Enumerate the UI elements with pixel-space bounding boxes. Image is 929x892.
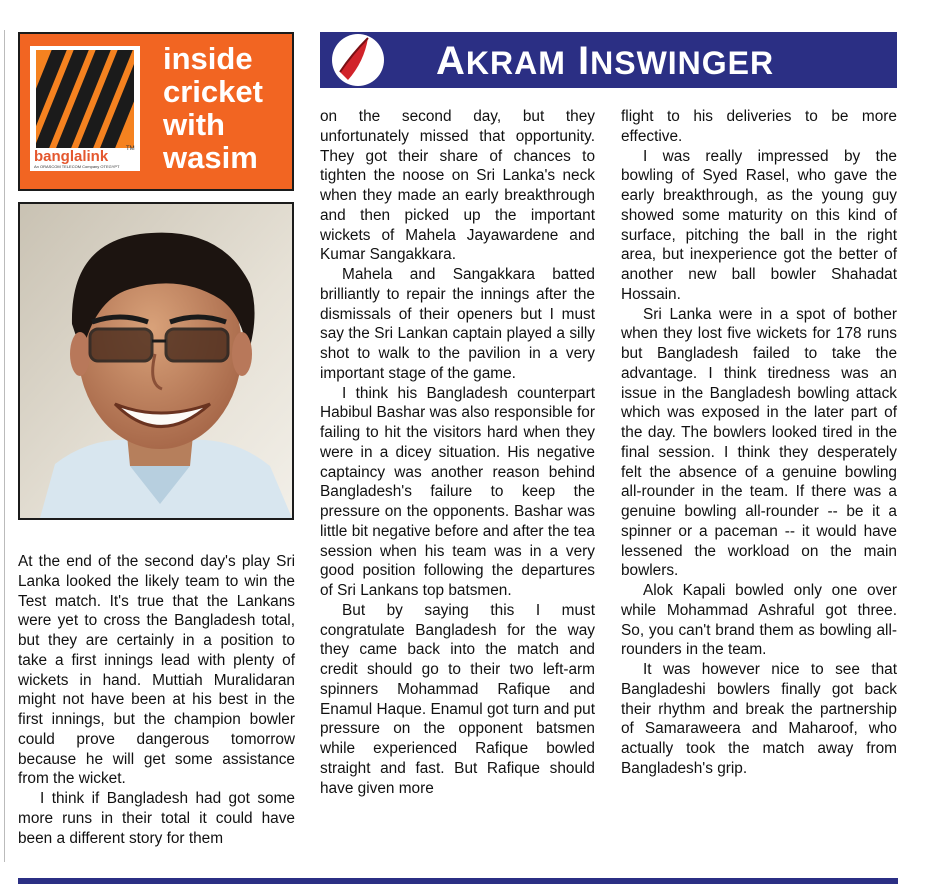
column-title xyxy=(436,39,774,84)
article-paragraph: It was however nice to see that Bangladeshi bowlers finally got back their rhythm and break the partnership of Samaraweera and Maharoof, who actually took the match away from Bangladesh's grip. xyxy=(621,661,897,777)
article-paragraph: At the end of the second day's play Sri Lanka looked the likely team to win the Test match. It's true that the Lankans were yet to cross the Bangladesh total, but they are certainly in a position to take a first innings lead with plenty of wickets in hand. Muttiah Muralidaran might not have been at his best in the first innings, but the champion bowler could prove dangerous tomorrow because he will get some assistance from the wicket. xyxy=(18,553,295,788)
article-paragraph: I was really impressed by the bowling of Syed Rasel, who gave the early breakthrough, as the young guy showed some maturity on this kind of surface, pitching the ball in the right area, but inexperience got the better of another new ball bowler Shahadat Hossain. xyxy=(621,147,897,303)
sponsor-tagline: An ORASCOM TELECOM Company OTEGYPT xyxy=(34,164,120,169)
article-paragraph: flight to his deliveries to be more effective. xyxy=(621,108,897,145)
article-paragraph: I think if Bangladesh had got some more runs in their total it could have been a different story for them xyxy=(18,790,295,847)
article-paragraph: I think his Bangladesh counterpart Habibul Bashar was also responsible for failing to hit the visitors hard when they were in a dicey situation. His negative captaincy was another reason behind Bangladesh's failure to keep the pressure on the opponents. Bashar was little bit negative before and after the tea session when his team was in a very good position following the departures of Sri Lankans top batsmen. xyxy=(320,384,595,599)
series-title-line: inside xyxy=(163,41,253,76)
article-paragraph: Sri Lanka were in a spot of bother when they lost five wickets for 178 runs but Bangladesh failed to take the advantage. I think tiredness was an issue in the Bangladesh bowling attack which was exposed in the later part of the day. The bowlers looked tired in the final session. I think they desperately felt the absence of a genuine bowling all-rounder in the team. If there was a genuine bowling all-rounder -- be it a spinner or a paceman -- it would have lessened the workload on the main bowlers. xyxy=(621,305,897,580)
article-column-1 xyxy=(18,552,295,848)
column-rule xyxy=(4,30,5,862)
column-header xyxy=(320,32,897,88)
article-paragraph: on the second day, but they unfortunately missed that opportunity. They got their share of chances to tighten the noose on Sri Lanka's neck when they made an early breakthrough and then picked up the important wickets of Mahela Jayawardene and Kumar Sangakkara. xyxy=(320,108,595,264)
article-paragraph: Mahela and Sangakkara batted brilliantly to repair the innings after the dismissals of their openers but I must say the Sri Lankan captain played a silly shot to walk to the pavilion in a very important stage of the game. xyxy=(320,266,595,382)
column-series-title xyxy=(163,42,263,174)
title-rest: KRAM xyxy=(465,45,566,81)
sponsor-banner xyxy=(18,32,294,191)
article-paragraph: But by saying this I must congratulate Bangladesh for the way they came back into the match and credit should go to their two left-arm spinners Mohammad Rafique and Enamul Haque. Enamul got turn and put pressure on the opponent batsmen while experienced Rafique bowled straight and fast. But Rafique should have given more xyxy=(320,601,595,797)
title-initial: A xyxy=(436,39,466,83)
article-paragraph: Alok Kapali bowled only one over while Mohammad Ashraful got three. So, you can't brand them as bowling all-rounders in the team. xyxy=(621,582,897,659)
article-column-3 xyxy=(621,107,897,779)
series-title-line: wasim xyxy=(163,140,258,175)
tiger-stripes-icon xyxy=(36,50,134,148)
portrait-illustration xyxy=(20,204,292,518)
article-column-2 xyxy=(320,107,595,798)
sponsor-brand: banglalink xyxy=(34,148,109,165)
series-title-line: with xyxy=(163,107,225,142)
title-rest: NSWINGER xyxy=(590,45,775,81)
title-initial: I xyxy=(578,39,591,83)
columnist-photo xyxy=(18,202,294,520)
page-footer-bar xyxy=(18,878,898,884)
series-title-line: cricket xyxy=(163,74,263,109)
sponsor-trademark: TM xyxy=(126,146,135,152)
cricket-ball-icon xyxy=(330,32,386,88)
banglalink-logo xyxy=(30,46,140,171)
